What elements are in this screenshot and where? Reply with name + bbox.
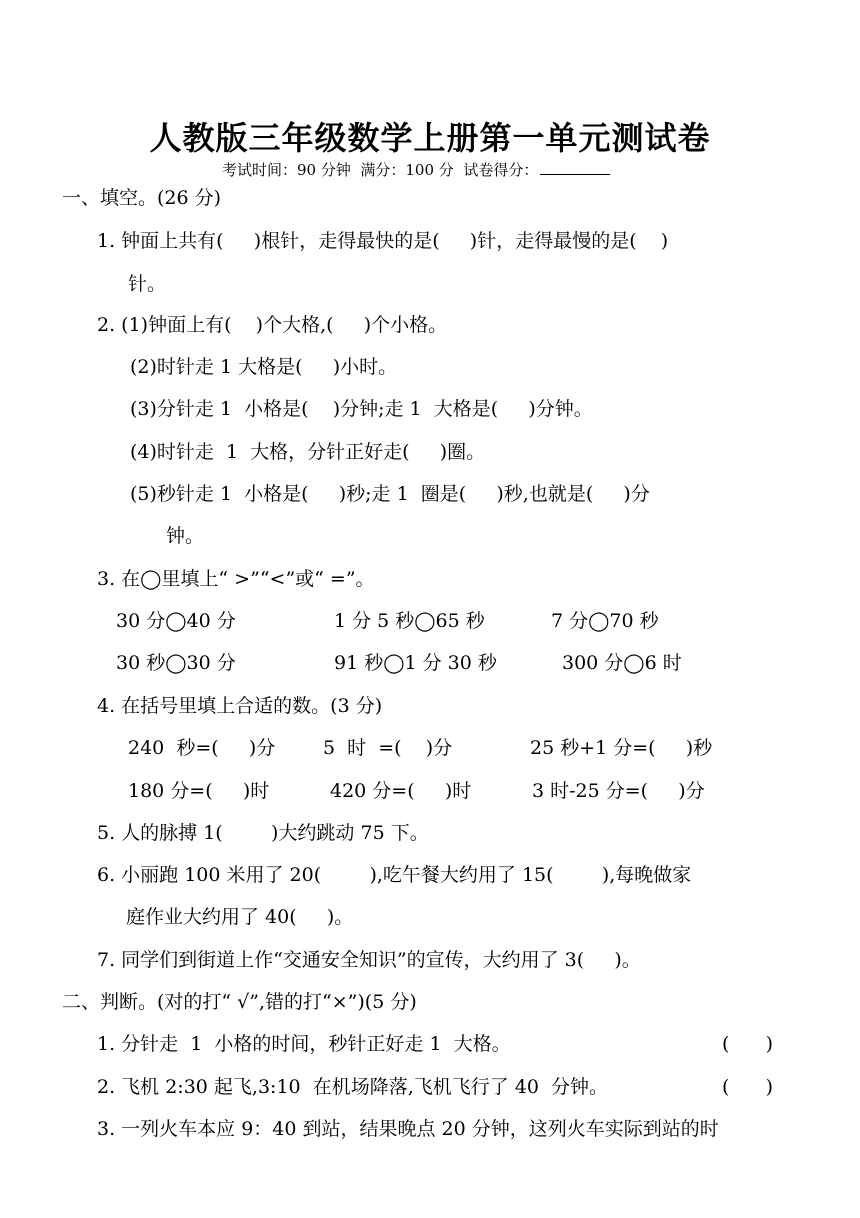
question-6-cont: 庭作业大约用了 40( )。	[126, 906, 354, 928]
page-title: 人教版三年级数学上册第一单元测试卷	[149, 119, 711, 157]
question-6: 6. 小丽跑 100 米用了 20( ),吃午餐大约用了 15( ),每晚做家	[97, 864, 692, 886]
question-4: 4. 在括号里填上合适的数。(3 分)	[97, 695, 383, 717]
question-1: 1. 钟面上共有( )根针，走得最快的是( )针，走得最慢的是( )	[97, 230, 669, 252]
judge-2-answer: ( )	[722, 1076, 774, 1098]
question-7: 7. 同学们到街道上作“交通安全知识”的宣传，大约用了 3( )。	[97, 949, 641, 971]
exam-info	[222, 160, 610, 180]
fill-item: 5 时 =( )分	[323, 737, 453, 759]
judge-1: 1. 分针走 1 小格的时间，秒针正好走 1 大格。	[97, 1033, 511, 1055]
judge-1-answer: ( )	[722, 1033, 774, 1055]
section-2-heading: 二、判断。(对的打“ √”,错的打“×”)(5 分)	[62, 991, 417, 1013]
score-blank	[540, 160, 610, 175]
fill-item: 3 时-25 分=( )分	[532, 780, 705, 802]
compare-item: 300 分◯6 时	[562, 652, 682, 674]
compare-item: 30 分◯40 分	[116, 610, 236, 632]
section-1-heading: 一、填空。(26 分)	[62, 187, 222, 209]
fill-item: 25 秒+1 分=( )秒	[530, 737, 713, 759]
question-3: 3. 在◯里填上“ >”“<”或“ =”。	[97, 568, 375, 590]
question-2-2: (2)时针走 1 大格是( )小时。	[130, 356, 398, 378]
compare-item: 91 秒◯1 分 30 秒	[334, 652, 497, 674]
compare-item: 7 分◯70 秒	[551, 610, 659, 632]
question-2-4: (4)时针走 1 大格，分针正好走( )圈。	[130, 441, 486, 463]
question-1-cont: 针。	[128, 273, 167, 295]
exam-info-text: 考试时间：90 分钟 满分：100 分 试卷得分：	[222, 161, 539, 179]
fill-item: 240 秒=( )分	[128, 737, 276, 759]
compare-item: 1 分 5 秒◯65 秒	[334, 610, 485, 632]
judge-2: 2. 飞机 2:30 起飞,3:10 在机场降落,飞机飞行了 40 分钟。	[97, 1076, 609, 1098]
question-2-5: (5)秒针走 1 小格是( )秒;走 1 圈是( )秒,也就是( )分	[130, 483, 650, 505]
judge-3: 3. 一列火车本应 9：40 到站，结果晚点 20 分钟，这列火车实际到站的时	[97, 1118, 719, 1140]
fill-item: 180 分=( )时	[128, 780, 270, 802]
fill-item: 420 分=( )时	[330, 780, 472, 802]
question-5: 5. 人的脉搏 1( )大约跳动 75 下。	[97, 822, 429, 844]
question-2-5-cont: 钟。	[166, 525, 205, 547]
compare-item: 30 秒◯30 分	[116, 652, 236, 674]
question-2-3: (3)分针走 1 小格是( )分钟;走 1 大格是( )分钟。	[130, 398, 593, 420]
question-2-1: 2. (1)钟面上有( )个大格,( )个小格。	[97, 314, 448, 336]
